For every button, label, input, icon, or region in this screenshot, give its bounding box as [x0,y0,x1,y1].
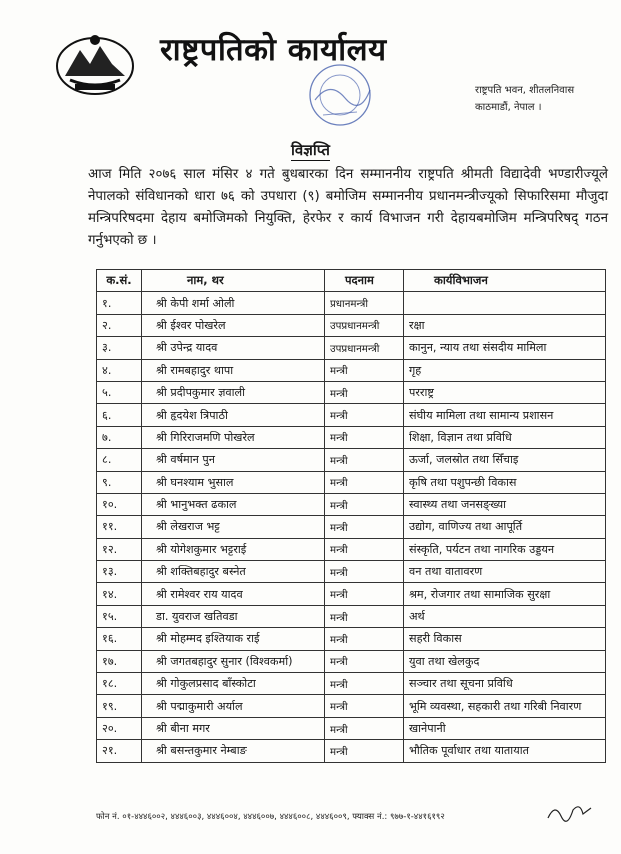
table-row [97,695,606,717]
table-row [97,561,606,583]
cell-serial: १०. [97,493,142,515]
cell-portfolio: श्रम, रोजगार तथा सामाजिक सुरक्षा [404,583,606,605]
cell-portfolio: रक्षा [404,314,606,336]
cabinet-table [96,269,606,763]
cell-name: श्री प्रदीपकुमार ज्ञवाली [142,381,325,403]
cell-name: श्री केपी शर्मा ओली [142,292,325,314]
notice-body: आज मिति २०७६ साल मंसिर ४ गते बुधबारका दिन सम्माननीय राष्ट्रपति श्रीमती विद्यादेवी भण्डारीज्यूले नेपालको संविधानको धारा ७६ को उपधारा (९) बमोजिम सम्माननीय प्रधानमन्त्रीज्यूको सिफारिसमा मौजुदा मन्त्रिपरिषदमा देहाय बमोजिमको नियुक्ति, हेरफेर र कार्य विभाजन गरी देहायबमोजिम मन्त्रिपरिषद् गठन गर्नुभएको छ । [88,167,608,248]
header-serial: क.सं. [97,270,142,292]
table-body [97,292,606,762]
office-stamp-icon [305,60,375,130]
office-address [475,82,574,116]
table-row [97,740,606,762]
address-line-1: राष्ट्रपति भवन, शीतलनिवास [475,85,575,96]
footer-contact: फोन नं. ०१-४४४६००२, ४४४६००३, ४४४६००४, ४४४६००७, ४४४६००८, ४४४६००९, फ्याक्स नं.: ९७७-१-४४१६१९२ [96,812,445,822]
table-row [97,493,606,515]
cell-serial: ७. [97,426,142,448]
table-row [97,717,606,739]
cell-portfolio: सहरी विकास [404,628,606,650]
cell-serial: १८. [97,673,142,695]
cell-serial: १. [97,292,142,314]
cell-portfolio: शिक्षा, विज्ञान तथा प्रविधि [404,426,606,448]
table-row [97,673,606,695]
cell-designation: मन्त्री [325,695,404,717]
table-row [97,404,606,426]
cell-portfolio: भूमि व्यवस्था, सहकारी तथा गरिबी निवारण [404,695,606,717]
cell-portfolio: कृषि तथा पशुपन्छी विकास [404,471,606,493]
cell-name: श्री घनश्याम भुसाल [142,471,325,493]
header-designation: पदनाम [325,270,404,292]
cell-portfolio: कानुन, न्याय तथा संसदीय मामिला [404,337,606,359]
cell-name: श्री योगेशकुमार भट्टराई [142,538,325,560]
cell-designation: मन्त्री [325,538,404,560]
table-row [97,359,606,381]
table-row [97,605,606,627]
cell-portfolio: स्वास्थ्य तथा जनसङ्ख्या [404,493,606,515]
cell-name: डा. युवराज खतिवडा [142,605,325,627]
cell-designation: मन्त्री [325,650,404,672]
cell-portfolio [404,292,606,314]
cell-designation: मन्त्री [325,381,404,403]
cell-portfolio: युवा तथा खेलकुद [404,650,606,672]
table-row [97,516,606,538]
cell-designation: मन्त्री [325,605,404,627]
cell-serial: १७. [97,650,142,672]
cell-name: श्री ईश्वर पोखरेल [142,314,325,336]
table-row [97,538,606,560]
cell-designation: मन्त्री [325,740,404,762]
cell-name: श्री मोहम्मद इश्तियाक राई [142,628,325,650]
table-row [97,583,606,605]
table-header-row [97,270,606,292]
cell-serial: १५. [97,605,142,627]
cell-name: श्री उपेन्द्र यादव [142,337,325,359]
cell-name: श्री शक्तिबहादुर बस्नेत [142,561,325,583]
cell-portfolio: संघीय मामिला तथा सामान्य प्रशासन [404,404,606,426]
cell-name: श्री रामबहादुर थापा [142,359,325,381]
cell-serial: १४. [97,583,142,605]
cell-designation: मन्त्री [325,583,404,605]
cell-portfolio: सञ्चार तथा सूचना प्रविधि [404,673,606,695]
office-title: राष्ट्रपतिको कार्यालय [160,32,387,68]
cell-serial: १२. [97,538,142,560]
cell-name: श्री वर्षमान पुन [142,449,325,471]
cell-serial: १६. [97,628,142,650]
cell-designation: मन्त्री [325,561,404,583]
table-row [97,426,606,448]
signature-icon [545,798,595,828]
cell-serial: ८. [97,449,142,471]
table-row [97,471,606,493]
cell-serial: ६. [97,404,142,426]
cell-serial: ४. [97,359,142,381]
cell-portfolio: गृह [404,359,606,381]
cell-name: श्री हृदयेश त्रिपाठी [142,404,325,426]
cell-portfolio: भौतिक पूर्वाधार तथा यातायात [404,740,606,762]
cell-name: श्री लेखराज भट्ट [142,516,325,538]
cell-name: श्री रामेश्वर राय यादव [142,583,325,605]
cell-designation: मन्त्री [325,628,404,650]
table-row [97,337,606,359]
cell-portfolio: परराष्ट्र [404,381,606,403]
cell-portfolio: ऊर्जा, जलस्रोत तथा सिँचाइ [404,449,606,471]
cell-designation: प्रधानमन्त्री [325,292,404,314]
cell-serial: १३. [97,561,142,583]
cell-name: श्री जगतबहादुर सुनार (विश्वकर्मा) [142,650,325,672]
cell-name: श्री बसन्तकुमार नेम्बाङ [142,740,325,762]
cell-name: श्री पद्माकुमारी अर्याल [142,695,325,717]
cell-designation: उपप्रधानमन्त्री [325,314,404,336]
cell-serial: १९. [97,695,142,717]
cell-designation: मन्त्री [325,516,404,538]
notice-title [0,140,621,160]
cell-portfolio: खानेपानी [404,717,606,739]
table-row [97,650,606,672]
cell-serial: ५. [97,381,142,403]
cell-serial: २१. [97,740,142,762]
cell-designation: मन्त्री [325,493,404,515]
cell-designation: मन्त्री [325,471,404,493]
cell-portfolio: अर्थ [404,605,606,627]
cell-serial: ३. [97,337,142,359]
cell-serial: ९. [97,471,142,493]
cell-name: श्री गिरिराजमणि पोखरेल [142,426,325,448]
cell-serial: २. [97,314,142,336]
cell-portfolio: वन तथा वातावरण [404,561,606,583]
notice-title-text: विज्ञप्ति [291,141,330,159]
table-row [97,628,606,650]
table-row [97,449,606,471]
cell-serial: ११. [97,516,142,538]
cell-designation: उपप्रधानमन्त्री [325,337,404,359]
header-name: नाम, थर [142,270,325,292]
cell-designation: मन्त्री [325,717,404,739]
cell-designation: मन्त्री [325,426,404,448]
header-portfolio: कार्यविभाजन [404,270,606,292]
cell-name: श्री गोकुलप्रसाद बाँस्कोटा [142,673,325,695]
cell-portfolio: संस्कृति, पर्यटन तथा नागरिक उड्डयन [404,538,606,560]
cell-designation: मन्त्री [325,359,404,381]
cell-portfolio: उद्योग, वाणिज्य तथा आपूर्ति [404,516,606,538]
cell-name: श्री भानुभक्त ढकाल [142,493,325,515]
cell-name: श्री बीना मगर [142,717,325,739]
address-line-2: काठमाडौं, नेपाल । [475,102,542,113]
cell-serial: २०. [97,717,142,739]
national-emblem-icon [50,28,140,98]
table-row [97,314,606,336]
cell-designation: मन्त्री [325,673,404,695]
table-row [97,381,606,403]
table-row [97,292,606,314]
cell-designation: मन्त्री [325,404,404,426]
cell-designation: मन्त्री [325,449,404,471]
